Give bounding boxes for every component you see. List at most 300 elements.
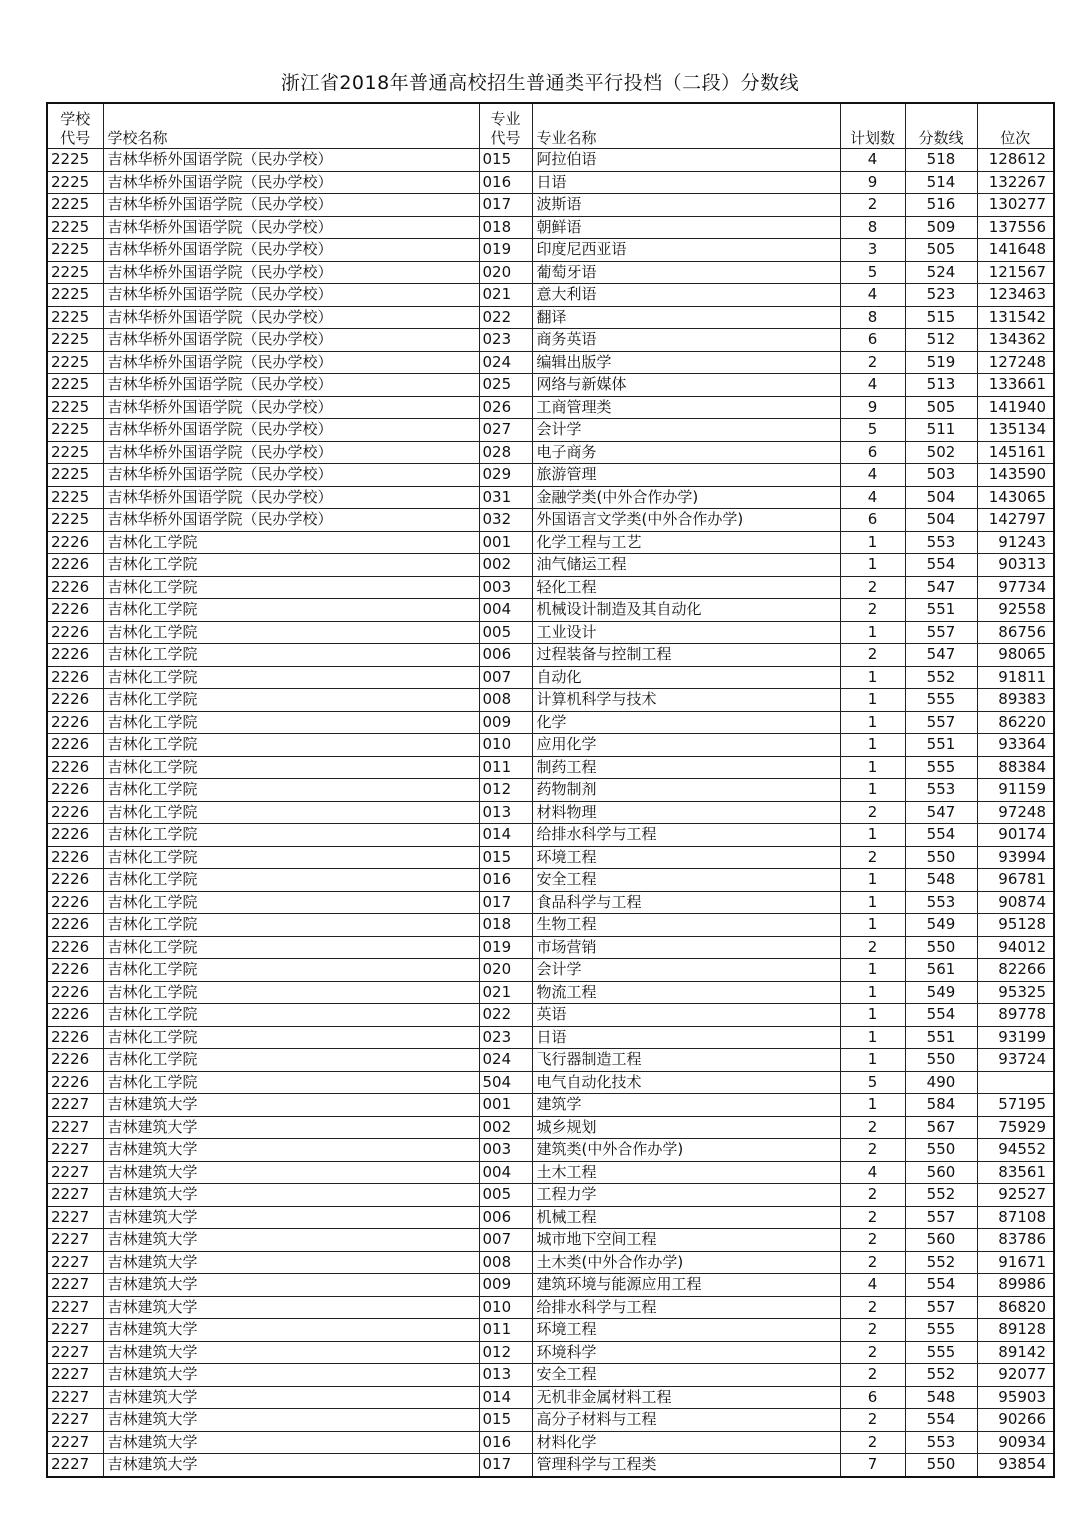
score-cell: 552 [905,666,977,689]
major-name-cell: 材料物理 [532,801,840,824]
school-name-cell: 吉林建筑大学 [103,1296,479,1319]
table-row [47,1274,1054,1297]
rank-cell: 90874 [977,891,1054,914]
major-code-cell: 002 [479,1116,532,1139]
table-row [47,621,1054,644]
plan-cell: 2 [840,1296,905,1319]
plan-cell: 1 [840,554,905,577]
table-row [47,194,1054,217]
school-code-cell: 2227 [47,1296,103,1319]
score-cell: 509 [905,216,977,239]
major-code-cell: 003 [479,576,532,599]
major-code-cell: 016 [479,869,532,892]
major-name-cell: 安全工程 [532,1364,840,1387]
school-code-cell: 2225 [47,464,103,487]
school-name-cell: 吉林华桥外国语学院（民办学校） [103,486,479,509]
school-name-cell: 吉林化工学院 [103,824,479,847]
plan-cell: 9 [840,171,905,194]
table-row [47,216,1054,239]
major-name-cell: 轻化工程 [532,576,840,599]
page-title: 浙江省2018年普通高校招生普通类平行投档（二段）分数线 [280,72,800,94]
score-cell: 548 [905,869,977,892]
major-name-cell: 安全工程 [532,869,840,892]
rank-cell: 89986 [977,1274,1054,1297]
major-name-cell: 飞行器制造工程 [532,1049,840,1072]
score-cell: 551 [905,734,977,757]
plan-cell: 5 [840,261,905,284]
score-cell: 554 [905,554,977,577]
score-cell: 553 [905,1431,977,1454]
rank-cell: 87108 [977,1206,1054,1229]
major-name-cell: 机械工程 [532,1206,840,1229]
major-name-cell: 阿拉伯语 [532,149,840,172]
plan-cell: 2 [840,351,905,374]
rank-cell: 93854 [977,1454,1054,1477]
major-name-cell: 应用化学 [532,734,840,757]
rank-cell: 83561 [977,1161,1054,1184]
plan-cell: 6 [840,329,905,352]
rank-cell: 143065 [977,486,1054,509]
rank-cell: 89778 [977,1004,1054,1027]
school-name-cell: 吉林化工学院 [103,576,479,599]
major-code-cell: 032 [479,509,532,532]
score-cell: 557 [905,621,977,644]
table-row [47,1229,1054,1252]
major-name-cell: 化学工程与工艺 [532,531,840,554]
major-name-cell: 会计学 [532,959,840,982]
plan-cell: 2 [840,1319,905,1342]
major-code-cell: 023 [479,329,532,352]
school-name-cell: 吉林建筑大学 [103,1184,479,1207]
school-code-cell: 2225 [47,329,103,352]
table-row [47,644,1054,667]
school-name-cell: 吉林化工学院 [103,599,479,622]
school-code-cell: 2226 [47,801,103,824]
major-code-cell: 028 [479,441,532,464]
rank-cell: 83786 [977,1229,1054,1252]
major-name-cell: 印度尼西亚语 [532,239,840,262]
score-cell: 523 [905,284,977,307]
table-row [47,1206,1054,1229]
school-name-cell: 吉林化工学院 [103,779,479,802]
plan-cell: 4 [840,486,905,509]
rank-cell: 123463 [977,284,1054,307]
plan-cell: 2 [840,1251,905,1274]
major-code-cell: 018 [479,914,532,937]
plan-cell: 1 [840,824,905,847]
rank-cell: 142797 [977,509,1054,532]
school-code-cell: 2227 [47,1184,103,1207]
major-name-cell: 日语 [532,1026,840,1049]
table-row [47,1116,1054,1139]
score-cell: 553 [905,779,977,802]
table-row [47,351,1054,374]
major-name-cell: 环境工程 [532,846,840,869]
major-name-cell: 制药工程 [532,756,840,779]
score-cell: 553 [905,531,977,554]
major-code-cell: 024 [479,351,532,374]
score-cell: 547 [905,644,977,667]
rank-cell: 91671 [977,1251,1054,1274]
major-name-cell: 英语 [532,1004,840,1027]
major-code-cell: 015 [479,1409,532,1432]
score-cell: 524 [905,261,977,284]
plan-cell: 2 [840,1409,905,1432]
table-row [47,239,1054,262]
plan-cell: 4 [840,374,905,397]
score-cell: 550 [905,1049,977,1072]
major-name-cell: 城市地下空间工程 [532,1229,840,1252]
major-name-cell: 工商管理类 [532,396,840,419]
major-code-cell: 022 [479,306,532,329]
score-cell: 584 [905,1094,977,1117]
rank-cell: 94552 [977,1139,1054,1162]
major-code-cell: 023 [479,1026,532,1049]
table-row [47,464,1054,487]
plan-cell: 8 [840,306,905,329]
rank-cell: 89142 [977,1341,1054,1364]
score-cell: 549 [905,914,977,937]
plan-cell: 2 [840,1364,905,1387]
table-row [47,261,1054,284]
school-name-cell: 吉林化工学院 [103,801,479,824]
major-code-cell: 006 [479,644,532,667]
rank-cell: 91159 [977,779,1054,802]
plan-cell: 1 [840,891,905,914]
school-code-cell: 2226 [47,824,103,847]
major-name-cell: 市场营销 [532,936,840,959]
school-code-cell: 2227 [47,1206,103,1229]
school-name-cell: 吉林华桥外国语学院（民办学校） [103,284,479,307]
school-name-cell: 吉林化工学院 [103,756,479,779]
major-name-cell: 电子商务 [532,441,840,464]
table-row [47,1319,1054,1342]
school-name-cell: 吉林建筑大学 [103,1139,479,1162]
school-code-cell: 2227 [47,1229,103,1252]
score-cell: 550 [905,846,977,869]
school-name-cell: 吉林化工学院 [103,1049,479,1072]
school-name-cell: 吉林化工学院 [103,621,479,644]
major-name-cell: 油气储运工程 [532,554,840,577]
rank-cell: 137556 [977,216,1054,239]
rank-cell [977,1071,1054,1094]
score-cell: 547 [905,576,977,599]
major-code-cell: 009 [479,1274,532,1297]
major-code-cell: 020 [479,959,532,982]
school-name-cell: 吉林化工学院 [103,666,479,689]
table-row [47,1094,1054,1117]
school-name-cell: 吉林化工学院 [103,846,479,869]
plan-cell: 2 [840,599,905,622]
school-code-cell: 2225 [47,441,103,464]
major-code-cell: 013 [479,1364,532,1387]
score-cell: 551 [905,599,977,622]
school-code-cell: 2226 [47,711,103,734]
school-code-cell: 2226 [47,576,103,599]
plan-cell: 1 [840,779,905,802]
major-code-cell: 014 [479,824,532,847]
plan-cell: 5 [840,419,905,442]
major-code-cell: 014 [479,1386,532,1409]
major-name-cell: 材料化学 [532,1431,840,1454]
major-code-cell: 010 [479,734,532,757]
rank-cell: 93364 [977,734,1054,757]
header-plan: 计划数 [840,103,905,149]
major-code-cell: 008 [479,689,532,712]
major-name-cell: 葡萄牙语 [532,261,840,284]
major-name-cell: 计算机科学与技术 [532,689,840,712]
score-cell: 515 [905,306,977,329]
rank-cell: 97248 [977,801,1054,824]
score-cell: 560 [905,1229,977,1252]
table-row [47,711,1054,734]
school-code-cell: 2225 [47,284,103,307]
school-name-cell: 吉林化工学院 [103,1071,479,1094]
school-code-cell: 2226 [47,891,103,914]
table-row [47,284,1054,307]
school-name-cell: 吉林华桥外国语学院（民办学校） [103,329,479,352]
plan-cell: 1 [840,1026,905,1049]
plan-cell: 4 [840,1274,905,1297]
major-code-cell: 001 [479,1094,532,1117]
table-row [47,1161,1054,1184]
school-code-cell: 2227 [47,1251,103,1274]
major-code-cell: 021 [479,981,532,1004]
table-row [47,734,1054,757]
rank-cell: 121567 [977,261,1054,284]
school-name-cell: 吉林化工学院 [103,734,479,757]
rank-cell: 90313 [977,554,1054,577]
school-code-cell: 2226 [47,734,103,757]
plan-cell: 1 [840,621,905,644]
rank-cell: 86756 [977,621,1054,644]
school-name-cell: 吉林化工学院 [103,869,479,892]
school-code-cell: 2227 [47,1319,103,1342]
school-name-cell: 吉林建筑大学 [103,1206,479,1229]
school-name-cell: 吉林建筑大学 [103,1161,479,1184]
plan-cell: 1 [840,734,905,757]
score-cell: 518 [905,149,977,172]
major-code-cell: 017 [479,1454,532,1477]
rank-cell: 86220 [977,711,1054,734]
school-code-cell: 2227 [47,1386,103,1409]
major-name-cell: 给排水科学与工程 [532,824,840,847]
plan-cell: 2 [840,1431,905,1454]
score-cell: 567 [905,1116,977,1139]
school-code-cell: 2227 [47,1454,103,1477]
score-cell: 504 [905,509,977,532]
score-cell: 550 [905,936,977,959]
table-row [47,1364,1054,1387]
school-name-cell: 吉林建筑大学 [103,1409,479,1432]
school-code-cell: 2225 [47,486,103,509]
table-row [47,981,1054,1004]
plan-cell: 4 [840,149,905,172]
rank-cell: 98065 [977,644,1054,667]
table-row [47,779,1054,802]
plan-cell: 1 [840,1004,905,1027]
rank-cell: 88384 [977,756,1054,779]
major-code-cell: 018 [479,216,532,239]
school-code-cell: 2227 [47,1341,103,1364]
major-name-cell: 自动化 [532,666,840,689]
major-code-cell: 504 [479,1071,532,1094]
school-code-cell: 2226 [47,914,103,937]
major-code-cell: 006 [479,1206,532,1229]
school-name-cell: 吉林华桥外国语学院（民办学校） [103,441,479,464]
school-name-cell: 吉林建筑大学 [103,1454,479,1477]
score-cell: 554 [905,1004,977,1027]
school-name-cell: 吉林华桥外国语学院（民办学校） [103,374,479,397]
score-cell: 550 [905,1454,977,1477]
school-name-cell: 吉林华桥外国语学院（民办学校） [103,216,479,239]
rank-cell: 128612 [977,149,1054,172]
table-row [47,1184,1054,1207]
score-cell: 555 [905,1341,977,1364]
score-cell: 555 [905,1319,977,1342]
rank-cell: 145161 [977,441,1054,464]
rank-cell: 92077 [977,1364,1054,1387]
score-cell: 557 [905,1296,977,1319]
school-name-cell: 吉林华桥外国语学院（民办学校） [103,419,479,442]
plan-cell: 2 [840,1184,905,1207]
major-code-cell: 001 [479,531,532,554]
major-code-cell: 011 [479,1319,532,1342]
school-code-cell: 2225 [47,509,103,532]
header-score: 分数线 [905,103,977,149]
school-code-cell: 2225 [47,171,103,194]
score-cell: 516 [905,194,977,217]
school-name-cell: 吉林化工学院 [103,554,479,577]
school-name-cell: 吉林华桥外国语学院（民办学校） [103,396,479,419]
rank-cell: 92558 [977,599,1054,622]
school-code-cell: 2226 [47,1026,103,1049]
plan-cell: 6 [840,509,905,532]
major-code-cell: 013 [479,801,532,824]
plan-cell: 1 [840,959,905,982]
rank-cell: 134362 [977,329,1054,352]
plan-cell: 1 [840,531,905,554]
score-cell: 511 [905,419,977,442]
major-code-cell: 021 [479,284,532,307]
school-name-cell: 吉林建筑大学 [103,1116,479,1139]
rank-cell: 94012 [977,936,1054,959]
school-code-cell: 2226 [47,846,103,869]
table-row [47,554,1054,577]
score-cell: 552 [905,1251,977,1274]
school-name-cell: 吉林建筑大学 [103,1341,479,1364]
plan-cell: 9 [840,396,905,419]
plan-cell: 3 [840,239,905,262]
major-code-cell: 009 [479,711,532,734]
major-code-cell: 003 [479,1139,532,1162]
rank-cell: 141648 [977,239,1054,262]
rank-cell: 90266 [977,1409,1054,1432]
table-body [47,149,1054,1477]
score-cell: 514 [905,171,977,194]
school-name-cell: 吉林建筑大学 [103,1274,479,1297]
school-name-cell: 吉林化工学院 [103,689,479,712]
major-name-cell: 旅游管理 [532,464,840,487]
school-code-cell: 2227 [47,1274,103,1297]
school-name-cell: 吉林建筑大学 [103,1094,479,1117]
table-header-row [47,103,1054,149]
table-row [47,1026,1054,1049]
school-code-cell: 2226 [47,779,103,802]
score-cell: 504 [905,486,977,509]
school-name-cell: 吉林华桥外国语学院（民办学校） [103,239,479,262]
major-name-cell: 电气自动化技术 [532,1071,840,1094]
score-cell: 549 [905,981,977,1004]
major-code-cell: 017 [479,891,532,914]
table-row [47,441,1054,464]
major-name-cell: 商务英语 [532,329,840,352]
table-row [47,1251,1054,1274]
plan-cell: 2 [840,846,905,869]
rank-cell: 95325 [977,981,1054,1004]
major-code-cell: 005 [479,621,532,644]
school-code-cell: 2226 [47,1071,103,1094]
rank-cell: 91811 [977,666,1054,689]
major-name-cell: 环境科学 [532,1341,840,1364]
major-name-cell: 土木类(中外合作办学) [532,1251,840,1274]
rank-cell: 93994 [977,846,1054,869]
major-name-cell: 会计学 [532,419,840,442]
major-code-cell: 020 [479,261,532,284]
school-code-cell: 2225 [47,351,103,374]
plan-cell: 2 [840,936,905,959]
major-code-cell: 007 [479,1229,532,1252]
major-name-cell: 意大利语 [532,284,840,307]
major-name-cell: 高分子材料与工程 [532,1409,840,1432]
major-name-cell: 金融学类(中外合作办学) [532,486,840,509]
major-code-cell: 004 [479,599,532,622]
school-name-cell: 吉林建筑大学 [103,1431,479,1454]
score-cell: 554 [905,1409,977,1432]
school-code-cell: 2225 [47,194,103,217]
school-code-cell: 2226 [47,599,103,622]
score-cell: 503 [905,464,977,487]
plan-cell: 4 [840,284,905,307]
school-code-cell: 2226 [47,531,103,554]
header-rank: 位次 [977,103,1054,149]
major-name-cell: 药物制剂 [532,779,840,802]
score-cell: 557 [905,1206,977,1229]
rank-cell: 141940 [977,396,1054,419]
major-code-cell: 031 [479,486,532,509]
score-cell: 554 [905,1274,977,1297]
table-row [47,486,1054,509]
score-cell: 519 [905,351,977,374]
major-name-cell: 翻译 [532,306,840,329]
score-cell: 512 [905,329,977,352]
school-name-cell: 吉林华桥外国语学院（民办学校） [103,464,479,487]
school-code-cell: 2225 [47,396,103,419]
plan-cell: 1 [840,1049,905,1072]
school-code-cell: 2226 [47,936,103,959]
major-name-cell: 建筑类(中外合作办学) [532,1139,840,1162]
plan-cell: 8 [840,216,905,239]
score-cell: 560 [905,1161,977,1184]
major-code-cell: 011 [479,756,532,779]
table-row [47,1409,1054,1432]
header-major-code: 专业 代号 [479,103,532,149]
school-name-cell: 吉林华桥外国语学院（民办学校） [103,351,479,374]
rank-cell: 133661 [977,374,1054,397]
school-name-cell: 吉林化工学院 [103,914,479,937]
school-code-cell: 2227 [47,1161,103,1184]
school-name-cell: 吉林化工学院 [103,891,479,914]
